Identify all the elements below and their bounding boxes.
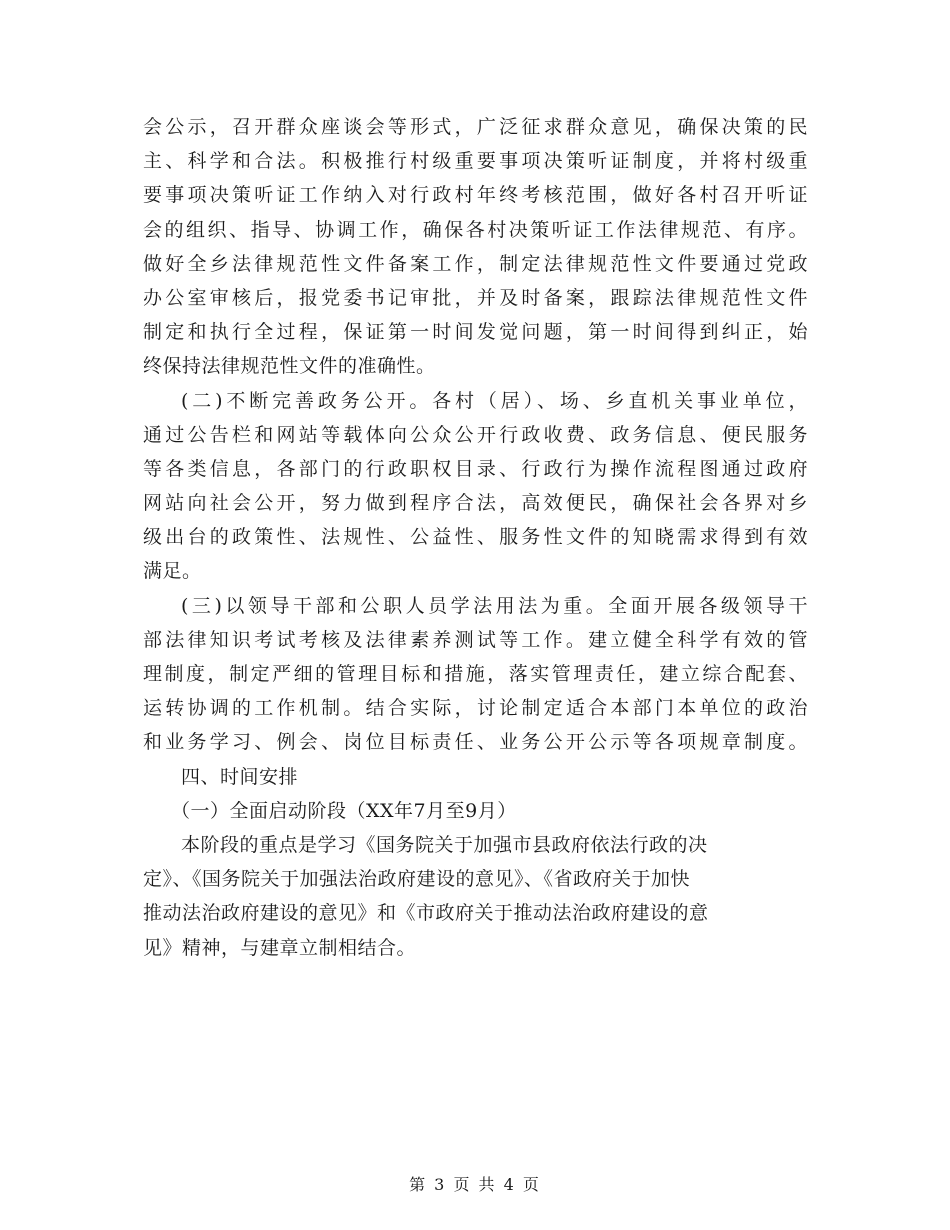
text-line: 定》、《国务院关于加强法治政府建设的意见》、《省政府关于加快 bbox=[143, 868, 691, 891]
text-line: 等各类信息，各部门的行政职权目录、行政行为操作流程图通过政府 bbox=[143, 457, 808, 480]
text-line: （一）全面启动阶段（XX年7月至9月） bbox=[171, 799, 517, 822]
text-line: 主、科学和合法。积极推行村级重要事项决策听证制度，并将村级重 bbox=[143, 150, 808, 173]
text-line: (二)不断完善政务公开。各村（居）、场、乡直机关事业单位， bbox=[181, 389, 808, 412]
text-line: 见》精神，与建章立制相结合。 bbox=[143, 936, 417, 959]
text-line: 推动法治政府建设的意见》和《市政府关于推动法治政府建设的意 bbox=[143, 902, 709, 925]
text-line: 和业务学习、例会、岗位目标责任、业务公开公示等各项规章制度。 bbox=[143, 731, 808, 754]
text-line: 会公示，召开群众座谈会等形式，广泛征求群众意见，确保决策的民 bbox=[143, 116, 808, 138]
text-line: 网站向社会公开，努力做到程序合法，高效便民，确保社会各界对乡 bbox=[143, 492, 808, 515]
text-line: 要事项决策听证工作纳入对行政村年终考核范围，做好各村召开听证 bbox=[143, 184, 808, 207]
text-line: 运转协调的工作机制。结合实际，讨论制定适合本部门本单位的政治 bbox=[143, 697, 808, 720]
text-line: 级出台的政策性、法规性、公益性、服务性文件的知晓需求得到有效 bbox=[143, 526, 808, 549]
page-footer: 第 3 页 共 4 页 bbox=[409, 1175, 541, 1194]
text-line: 会的组织、指导、协调工作，确保各村决策听证工作法律规范、有序。 bbox=[143, 218, 808, 241]
text-line: 终保持法律规范性文件的准确性。 bbox=[143, 355, 436, 378]
text-line: 制定和执行全过程，保证第一时间发觉问题，第一时间得到纠正，始 bbox=[143, 321, 808, 344]
text-line: (三)以领导干部和公职人员学法用法为重。全面开展各级领导干 bbox=[181, 594, 808, 617]
text-line: 通过公告栏和网站等载体向公众公开行政收费、政务信息、便民服务 bbox=[143, 423, 808, 446]
text-line: 四、时间安排 bbox=[181, 765, 299, 788]
text-line: 做好全乡法律规范性文件备案工作，制定法律规范性文件要通过党政 bbox=[143, 252, 808, 275]
text-line: 部法律知识考试考核及法律素养测试等工作。建立健全科学有效的管 bbox=[143, 628, 808, 651]
text-line: 本阶段的重点是学习《国务院关于加强市县政府依法行政的决 bbox=[181, 833, 708, 856]
document-body bbox=[143, 110, 808, 965]
text-line: 满足。 bbox=[143, 560, 202, 583]
text-line: 办公室审核后，报党委书记审批，并及时备案，跟踪法律规范性文件 bbox=[143, 286, 808, 309]
text-line: 理制度，制定严细的管理目标和措施，落实管理责任，建立综合配套、 bbox=[143, 663, 808, 685]
